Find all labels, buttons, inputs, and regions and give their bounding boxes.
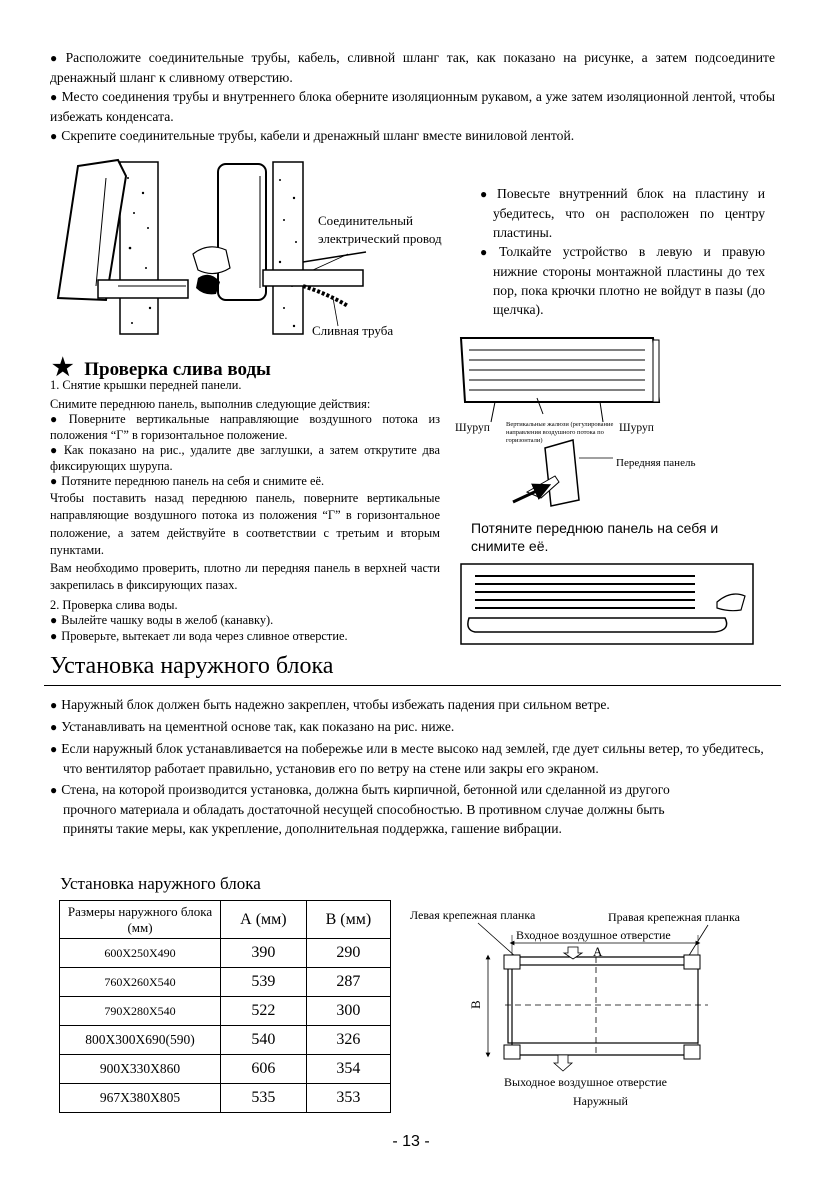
mounting-bullets bbox=[480, 184, 765, 319]
left-bracket bbox=[504, 955, 520, 969]
cell-size: 790X280X540 bbox=[60, 997, 221, 1026]
header-b: В (мм) bbox=[306, 901, 390, 939]
bullet-item: ● Место соединения трубы и внутреннего блока оберните изоляционным рукавом, а уже затем изоляционной лентой, чтобы избежать конденсата. bbox=[50, 87, 775, 126]
cell-size: 600X250X490 bbox=[60, 939, 221, 968]
right-bracket-label: Правая крепежная планка bbox=[608, 910, 740, 924]
bullet-item: ● Наружный блок должен быть надежно закреплен, чтобы избежать падения при сильном ветре. bbox=[50, 695, 774, 715]
dimensions-table bbox=[59, 900, 391, 1113]
cell-a: 540 bbox=[221, 1026, 307, 1055]
front-panel bbox=[545, 440, 579, 506]
cell-a: 390 bbox=[221, 939, 307, 968]
table-title: Установка наружного блока bbox=[60, 874, 261, 893]
label-electric-wire: Соединительный электрический провод bbox=[318, 213, 442, 246]
bullet-item: ● Потяните переднюю панель на себя и снимите её. bbox=[50, 474, 440, 490]
bullet-item: ● Повесьте внутренний блок на пластину и убедитесь, что он расположен по центру пластины. bbox=[480, 184, 765, 242]
step-1: 1. Снятие крышки передней панели. bbox=[50, 378, 242, 392]
star-icon: ★ bbox=[52, 355, 74, 381]
header-a: А (мм) bbox=[221, 901, 307, 939]
bullet-item: ● Устанавливать на цементной основе так, как показано на рис. ниже. bbox=[50, 717, 774, 737]
outdoor-bullets bbox=[50, 695, 774, 838]
step-2: 2. Проверка слива воды. bbox=[50, 597, 178, 612]
unit-label: Наружный bbox=[573, 1094, 628, 1108]
bullet-item: ● Поверните вертикальные направляющие воздушного потока из положения “Г” в горизонтальное положение. bbox=[50, 412, 440, 443]
bullet-item: ● Толкайте устройство в левую и правую нижние стороны монтажной пластины до тех пор, пока крючки плотно не войдут в пазы (до щелчка). bbox=[480, 242, 765, 319]
top-bullets bbox=[50, 48, 775, 146]
bullet-item: ● Если наружный блок устанавливается на побережье или в месте высоко над землей, где дует сильны ветер, то убедитесь, что вентилятор работает правильно, установив его по ветру на стене или закры его экраном. bbox=[50, 739, 774, 778]
label-screw-right: Шуруп bbox=[619, 422, 654, 434]
outlet-arrow-icon bbox=[554, 1055, 572, 1071]
indoor-unit-tilted bbox=[58, 160, 126, 300]
bullet-item: ● Проверьте, вытекает ли вода через сливное отверстие. bbox=[50, 629, 440, 645]
intro-text: Снимите переднюю панель, выполнив следующие действия: bbox=[50, 396, 371, 411]
outdoor-mounting-diagram bbox=[408, 905, 768, 1110]
inlet-label: Входное воздушное отверстие bbox=[516, 928, 671, 942]
table-row bbox=[60, 1055, 391, 1084]
hand bbox=[193, 247, 230, 274]
cell-b: 290 bbox=[306, 939, 390, 968]
header-size: Размеры наружного блока (мм) bbox=[60, 901, 221, 939]
section-divider bbox=[44, 685, 781, 686]
bullet-item: ● Стена, на которой производится установка, должна быть кирпичной, бетонной или сделанной из другого прочного материала и обладать достаточной несущей способностью. В противном случае должны быть приняты такие меры, как укрепление, дополнительная поддержка, гашение вибрации. bbox=[50, 780, 774, 838]
indoor-unit bbox=[218, 164, 266, 300]
table-row bbox=[60, 1026, 391, 1055]
cell-b: 354 bbox=[306, 1055, 390, 1084]
right-bracket bbox=[684, 955, 700, 969]
outdoor-unit-body bbox=[508, 965, 698, 1043]
paragraph: Вам необходимо проверить, плотно ли передняя панель в верхней части закрепилась в фиксирующих пазах. bbox=[50, 560, 440, 592]
cell-b: 287 bbox=[306, 968, 390, 997]
drain-check-title: Проверка слива воды bbox=[84, 359, 271, 380]
label-drain-pipe: Сливная труба bbox=[312, 323, 394, 338]
page-number: - 13 - bbox=[392, 1133, 430, 1150]
outdoor-heading: Установка наружного блока bbox=[50, 653, 334, 679]
drain-hose bbox=[303, 286, 348, 306]
cell-a: 606 bbox=[221, 1055, 307, 1084]
cell-size: 760X260X540 bbox=[60, 968, 221, 997]
hand-shadow bbox=[196, 275, 220, 295]
dim-b-label: B bbox=[468, 1000, 483, 1009]
label-front-panel: Передняя панель bbox=[616, 457, 696, 469]
cell-a: 539 bbox=[221, 968, 307, 997]
bullet-item: ● Скрепите соединительные трубы, кабели и дренажный шланг вместе виниловой лентой. bbox=[50, 126, 775, 146]
dim-a-label: A bbox=[593, 944, 603, 959]
cell-b: 300 bbox=[306, 997, 390, 1026]
outlet-label: Выходное воздушное отверстие bbox=[504, 1075, 667, 1089]
table-row bbox=[60, 1084, 391, 1113]
piping-illustration bbox=[48, 158, 468, 343]
bullet-item: ● Как показано на рис., удалите две заглушки, а затем открутите два фиксирующих шурупа. bbox=[50, 443, 440, 474]
cell-b: 326 bbox=[306, 1026, 390, 1055]
connecting-pipe bbox=[263, 270, 363, 286]
label-screw-left: Шуруп bbox=[455, 422, 490, 434]
drain-check-body bbox=[50, 378, 440, 644]
figure-caption: Потяните переднюю панель на себя и снимите её. bbox=[471, 520, 719, 554]
table-row bbox=[60, 997, 391, 1026]
left-bracket-label: Левая крепежная планка bbox=[410, 908, 536, 922]
cell-a: 522 bbox=[221, 997, 307, 1026]
table-row bbox=[60, 939, 391, 968]
cell-size: 800X300X690(590) bbox=[60, 1026, 221, 1055]
wall-right bbox=[273, 162, 303, 334]
cell-size: 967X380X805 bbox=[60, 1084, 221, 1113]
wall-left bbox=[120, 162, 158, 334]
cell-b: 353 bbox=[306, 1084, 390, 1113]
bullet-item: ● Вылейте чашку воды в желоб (канавку). bbox=[50, 613, 440, 629]
bullet-item: ● Расположите соединительные трубы, кабель, сливной шланг так, как показано на рисунке, а затем подсоедините дренажный шланг к сливному отверстию. bbox=[50, 48, 775, 87]
table-header-row bbox=[60, 901, 391, 939]
front-panel-illustration bbox=[455, 330, 765, 660]
table-row bbox=[60, 968, 391, 997]
cell-size: 900X330X860 bbox=[60, 1055, 221, 1084]
label-louver: Вертикальные жалюзи (регулирование направления воздушного потока по горизонтали) bbox=[506, 421, 614, 444]
paragraph: Чтобы поставить назад переднюю панель, поверните вертикальные направляющие воздушного потока из положения “Г” в горизонтальное положение, а затем действуйте в соответствии с третьим и вторым пунктами. bbox=[50, 490, 440, 557]
cell-a: 535 bbox=[221, 1084, 307, 1113]
